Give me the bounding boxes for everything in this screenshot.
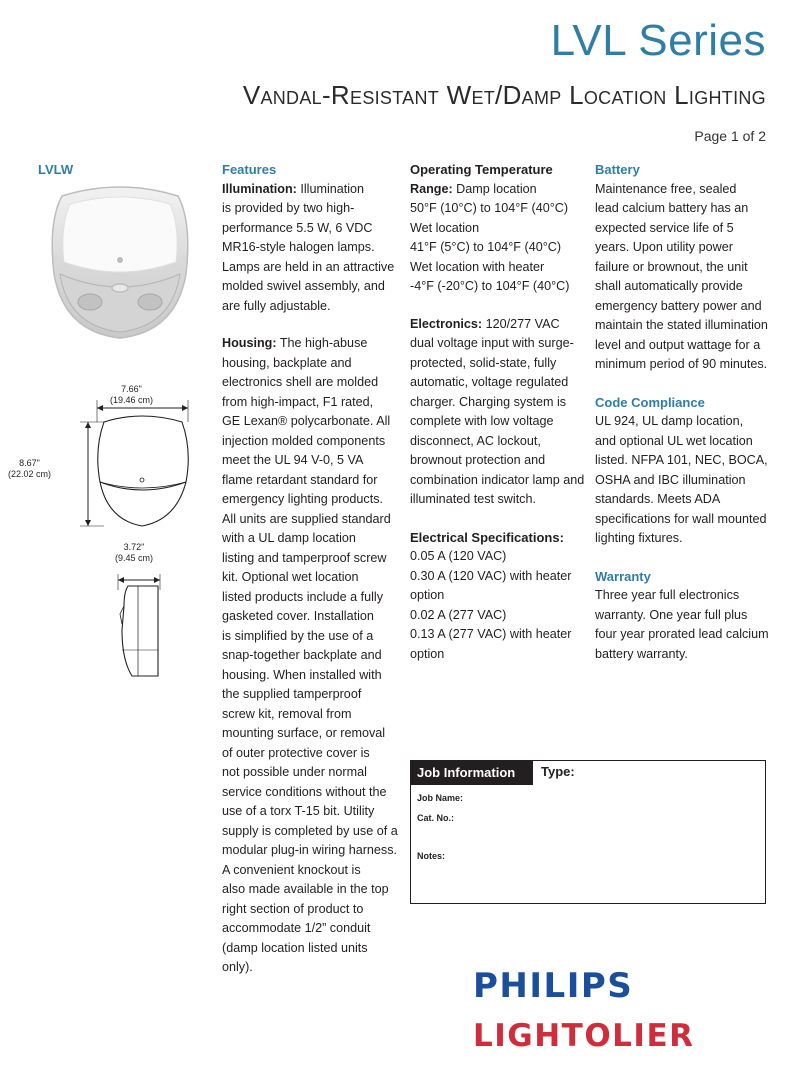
cat-no-field[interactable]: Cat. No.: [417, 813, 454, 823]
housing-line: meet the UL 94 V-0, 5 VA [222, 453, 364, 467]
illumination-line: is provided by two high- [222, 201, 355, 215]
electronics-line: protected, solid-state, fully [410, 355, 557, 370]
electronics-line: brownout protection and [410, 453, 546, 467]
housing-line: right section of product to [222, 901, 364, 916]
housing-line: screw kit, removal from [222, 706, 352, 721]
illumination-line: molded swivel assembly, and [222, 279, 385, 293]
illumination-line: MR16-style halogen lamps. [222, 240, 375, 254]
height-inches: 8.67" [19, 458, 40, 468]
dimension-lines [0, 370, 215, 690]
housing-line: the supplied tamperproof [222, 687, 362, 701]
housing-line: All units are supplied standard [222, 511, 391, 526]
electrical-line: 0.02 A (277 VAC) [410, 607, 507, 622]
housing-line: only). [222, 960, 253, 974]
specs-column [410, 160, 586, 682]
illumination-line: performance 5.5 W, 6 VDC [222, 220, 373, 235]
housing-line: snap-together backplate and [222, 648, 382, 662]
housing-lead: Housing: [222, 336, 277, 350]
housing-line: injection molded components [222, 433, 386, 448]
depth-cm: (9.45 cm) [115, 553, 154, 563]
height-dimension-label [8, 458, 51, 480]
dimension-drawings [0, 370, 215, 690]
housing-line: supply is completed by use of a [222, 823, 398, 838]
housing-line: with a UL damp location [222, 531, 356, 545]
housing-line: flame retardant standard for [222, 472, 378, 487]
battery-line: shall automatically provide [595, 279, 743, 293]
housing-line: electronics shell are molded [222, 375, 379, 389]
housing-line: GE Lexan® polycarbonate. All [222, 414, 391, 428]
code-compliance-paragraph [595, 393, 771, 549]
width-cm: (19.46 cm) [110, 395, 154, 405]
battery-heading: Battery [595, 162, 640, 177]
battery-line: level and output wattage for a [595, 337, 761, 352]
electrical-line: 0.13 A (277 VAC) with heater [410, 627, 572, 641]
philips-logo: PHILIPS [473, 966, 634, 1006]
notes-field[interactable]: Notes: [417, 851, 446, 861]
code-line: specifications for wall mounted [595, 511, 767, 526]
housing-line: from high-impact, F1 rated, [222, 394, 374, 409]
model-label: LVLW [38, 162, 74, 177]
warranty-line: four year prorated lead calcium [595, 627, 769, 641]
code-line: and optional UL wet location [595, 433, 753, 448]
features-heading: Features [222, 162, 277, 177]
code-line: standards. Meets ADA [595, 492, 721, 506]
warranty-line: Three year full electronics [595, 588, 740, 602]
housing-line: not possible under normal [222, 765, 367, 779]
illumination-line: Illumination [296, 181, 365, 196]
electronics-line: charger. Charging system is [410, 394, 567, 409]
job-information-box [410, 760, 766, 904]
page-number: Page 1 of 2 [694, 128, 766, 144]
warranty-line: warranty. One year full plus [595, 607, 748, 622]
electrical-line: option [410, 646, 445, 661]
housing-line: housing, backplate and [222, 355, 352, 370]
operating-line: -4°F (-20°C) to 104°F (40°C) [410, 279, 570, 293]
housing-line: gasketed cover. Installation [222, 609, 374, 623]
operating-line: Damp location [452, 181, 537, 196]
warranty-line: battery warranty. [595, 646, 688, 661]
warranty-paragraph [595, 567, 771, 665]
housing-line: emergency lighting products. [222, 492, 384, 506]
operating-lead: Range: [410, 181, 453, 196]
product-photo [40, 182, 200, 342]
electrical-line: option [410, 588, 445, 602]
battery-paragraph [595, 160, 771, 375]
electrical-line: 0.05 A (120 VAC) [410, 549, 507, 563]
code-line: listed. NFPA 101, NEC, BOCA, [595, 453, 768, 467]
housing-line: use of a torx T-15 bit. Utility [222, 804, 375, 818]
depth-dimension-label [115, 542, 153, 564]
battery-line: Maintenance free, sealed [595, 181, 737, 196]
housing-line: service conditions without the [222, 784, 387, 799]
features-column [222, 160, 400, 996]
housing-line: (damp location listed units [222, 940, 368, 955]
battery-column [595, 160, 771, 682]
electronics-line: complete with low voltage [410, 414, 554, 428]
illumination-line: Lamps are held in an attractive [222, 259, 395, 274]
battery-line: failure or brownout, the unit [595, 259, 748, 274]
job-information-tab: Job Information [411, 761, 533, 785]
illumination-line: are fully adjustable. [222, 298, 331, 313]
electrical-heading: Electrical Specifications: [410, 529, 564, 545]
electronics-line: dual voltage input with surge- [410, 336, 574, 350]
electronics-paragraph [410, 315, 586, 510]
width-dimension-label [110, 384, 153, 406]
housing-line: The high-abuse [276, 336, 368, 350]
series-title: LVL Series [550, 16, 766, 65]
housing-line: of outer protective cover is [222, 745, 370, 760]
operating-line: Wet location with heater [410, 259, 545, 274]
housing-line: is simplified by the use of a [222, 628, 374, 643]
operating-line: Wet location [410, 220, 480, 235]
operating-line: 50°F (10°C) to 104°F (40°C) [410, 201, 569, 215]
code-line: OSHA and IBC illumination [595, 472, 746, 487]
housing-paragraph [222, 334, 400, 978]
job-type-field[interactable]: Type: [541, 764, 575, 779]
battery-line: maintain the stated illumination [595, 318, 768, 332]
electrical-paragraph [410, 528, 586, 665]
electronics-line: 120/277 VAC [482, 316, 560, 331]
code-line: lighting fixtures. [595, 531, 683, 545]
job-name-field[interactable]: Job Name: [417, 793, 464, 803]
height-cm: (22.02 cm) [8, 469, 52, 479]
housing-line: accommodate 1/2” conduit [222, 921, 371, 935]
warranty-heading: Warranty [595, 568, 651, 584]
illumination-paragraph [222, 180, 400, 317]
width-inches: 7.66" [121, 384, 142, 394]
housing-line: A convenient knockout is [222, 862, 361, 877]
battery-line: emergency battery power and [595, 298, 762, 313]
housing-line: kit. Optional wet location [222, 570, 359, 584]
housing-line: modular plug-in wiring harness. [222, 843, 397, 857]
code-compliance-heading: Code Compliance [595, 394, 705, 410]
battery-line: minimum period of 90 minutes. [595, 357, 768, 371]
electronics-line: combination indicator lamp and [410, 472, 585, 487]
electronics-lead: Electronics: [410, 316, 483, 331]
illumination-lead: Illumination: [222, 181, 297, 196]
lightolier-logo: LIGHTOLIER [473, 1018, 695, 1054]
housing-line: housing. When installed with [222, 667, 382, 682]
operating-temp-heading: Operating Temperature [410, 162, 553, 177]
housing-line: listing and tamperproof screw [222, 550, 387, 565]
battery-line: expected service life of 5 [595, 220, 734, 235]
depth-inches: 3.72" [123, 542, 145, 552]
page-subtitle: Vandal-Resistant Wet/Damp Location Lighting [242, 80, 766, 110]
electronics-line: illuminated test switch. [410, 492, 536, 506]
housing-line: mounting surface, or removal [222, 726, 386, 740]
battery-line: years. Upon utility power [595, 240, 733, 254]
operating-line: 41°F (5°C) to 104°F (40°C) [410, 240, 562, 254]
code-line: UL 924, UL damp location, [595, 414, 744, 428]
electronics-line: automatic, voltage regulated [410, 375, 569, 389]
operating-temp-paragraph [410, 180, 586, 297]
battery-line: lead calcium battery has an [595, 201, 749, 215]
electrical-line: 0.30 A (120 VAC) with heater [410, 568, 572, 583]
housing-line: listed products include a fully [222, 589, 384, 604]
housing-line: also made available in the top [222, 882, 389, 896]
electronics-line: disconnect, AC lockout, [410, 433, 541, 448]
